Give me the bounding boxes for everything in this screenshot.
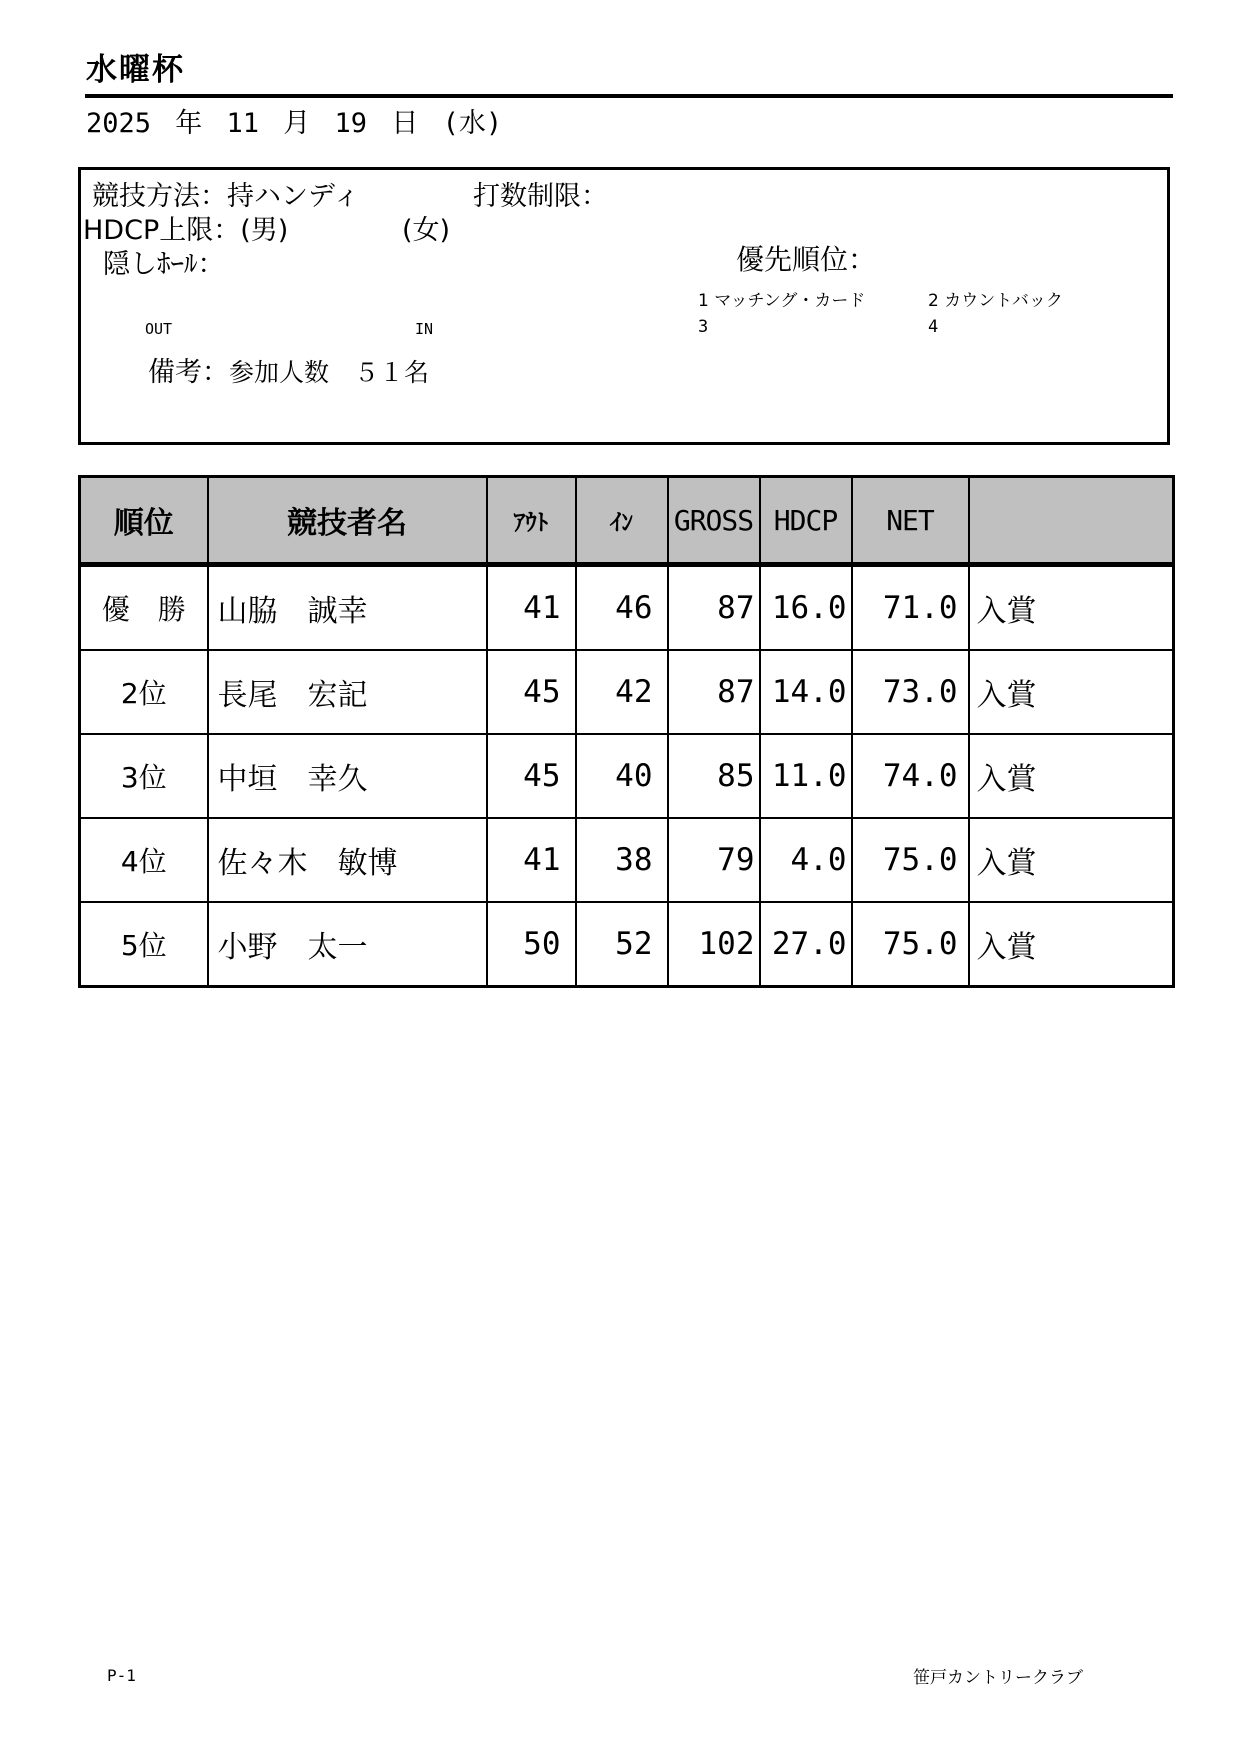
priority-item-2: 2 カウントバック xyxy=(928,291,1063,311)
col-hdcp-header: HDCP xyxy=(760,477,852,565)
hdcp-female-value: (女) xyxy=(402,215,451,246)
method-label: 競技方法： xyxy=(92,181,227,212)
rank-cell: 5位 xyxy=(80,902,208,987)
rank-cell: 2位 xyxy=(80,650,208,734)
out-cell: 45 xyxy=(487,650,576,734)
hdcp-cell: 11.0 xyxy=(760,734,852,818)
prize-cell: 入賞 xyxy=(969,902,1174,987)
table-row xyxy=(80,818,1174,902)
results-table xyxy=(78,475,1175,988)
in-cell: 52 xyxy=(576,902,668,987)
gross-cell: 102 xyxy=(668,902,760,987)
col-prize-header xyxy=(969,477,1174,565)
rank-cell: 3位 xyxy=(80,734,208,818)
in-label: IN xyxy=(415,320,434,338)
title-underline xyxy=(85,94,1173,98)
hdcp-limit-label: HDCP上限： xyxy=(83,215,241,246)
page-title: 水曜杯 xyxy=(86,52,185,88)
remarks-value: 参加人数 ５１名 xyxy=(229,358,430,387)
stroke-limit-label: 打数制限： xyxy=(473,181,608,212)
in-cell: 42 xyxy=(576,650,668,734)
rank-cell: 優 勝 xyxy=(80,565,208,651)
in-cell: 40 xyxy=(576,734,668,818)
prize-cell: 入賞 xyxy=(969,565,1174,651)
hdcp-cell: 27.0 xyxy=(760,902,852,987)
rank-cell: 4位 xyxy=(80,818,208,902)
in-cell: 38 xyxy=(576,818,668,902)
player-name-cell: 中垣 幸久 xyxy=(208,734,487,818)
priority-item-4: 4 xyxy=(928,317,939,337)
hdcp-cell: 16.0 xyxy=(760,565,852,651)
gross-cell: 79 xyxy=(668,818,760,902)
priority-item-1: 1 マッチング・カード xyxy=(698,291,866,311)
remarks-line xyxy=(148,350,429,389)
prize-cell: 入賞 xyxy=(969,818,1174,902)
net-cell: 75.0 xyxy=(852,818,969,902)
table-row xyxy=(80,650,1174,734)
col-net-header: NET xyxy=(852,477,969,565)
page-number: P-1 xyxy=(107,1666,136,1685)
out-label: OUT xyxy=(145,320,173,338)
player-name-cell: 山脇 誠幸 xyxy=(208,565,487,651)
competition-info-box xyxy=(78,167,1170,445)
col-name-header: 競技者名 xyxy=(208,477,487,565)
out-cell: 41 xyxy=(487,818,576,902)
club-name: 笹戸カントリークラブ xyxy=(913,1668,1083,1688)
out-cell: 41 xyxy=(487,565,576,651)
player-name-cell: 小野 太一 xyxy=(208,902,487,987)
table-row xyxy=(80,902,1174,987)
col-in-header: ｲﾝ xyxy=(576,477,668,565)
priority-item-3: 3 xyxy=(698,317,709,337)
hdcp-cell: 14.0 xyxy=(760,650,852,734)
gross-cell: 85 xyxy=(668,734,760,818)
hdcp-male-value: (男) xyxy=(240,215,289,246)
table-row xyxy=(80,565,1174,651)
net-cell: 75.0 xyxy=(852,902,969,987)
net-cell: 73.0 xyxy=(852,650,969,734)
out-cell: 45 xyxy=(487,734,576,818)
player-name-cell: 佐々木 敏博 xyxy=(208,818,487,902)
gross-cell: 87 xyxy=(668,565,760,651)
priority-label: 優先順位： xyxy=(736,243,877,276)
table-row xyxy=(80,734,1174,818)
hdcp-cell: 4.0 xyxy=(760,818,852,902)
out-cell: 50 xyxy=(487,902,576,987)
col-gross-header: GROSS xyxy=(668,477,760,565)
net-cell: 71.0 xyxy=(852,565,969,651)
remarks-label: 備考： xyxy=(148,357,229,388)
table-header-row xyxy=(80,477,1174,565)
player-name-cell: 長尾 宏記 xyxy=(208,650,487,734)
col-rank-header: 順位 xyxy=(80,477,208,565)
col-out-header: ｱｳﾄ xyxy=(487,477,576,565)
prize-cell: 入賞 xyxy=(969,650,1174,734)
event-date: 2025 年 11 月 19 日 (水) xyxy=(86,108,503,139)
hidden-hole-label: 隠しﾎｰﾙ： xyxy=(103,249,225,280)
gross-cell: 87 xyxy=(668,650,760,734)
net-cell: 74.0 xyxy=(852,734,969,818)
method-value: 持ハンディ xyxy=(227,181,360,212)
prize-cell: 入賞 xyxy=(969,734,1174,818)
in-cell: 46 xyxy=(576,565,668,651)
